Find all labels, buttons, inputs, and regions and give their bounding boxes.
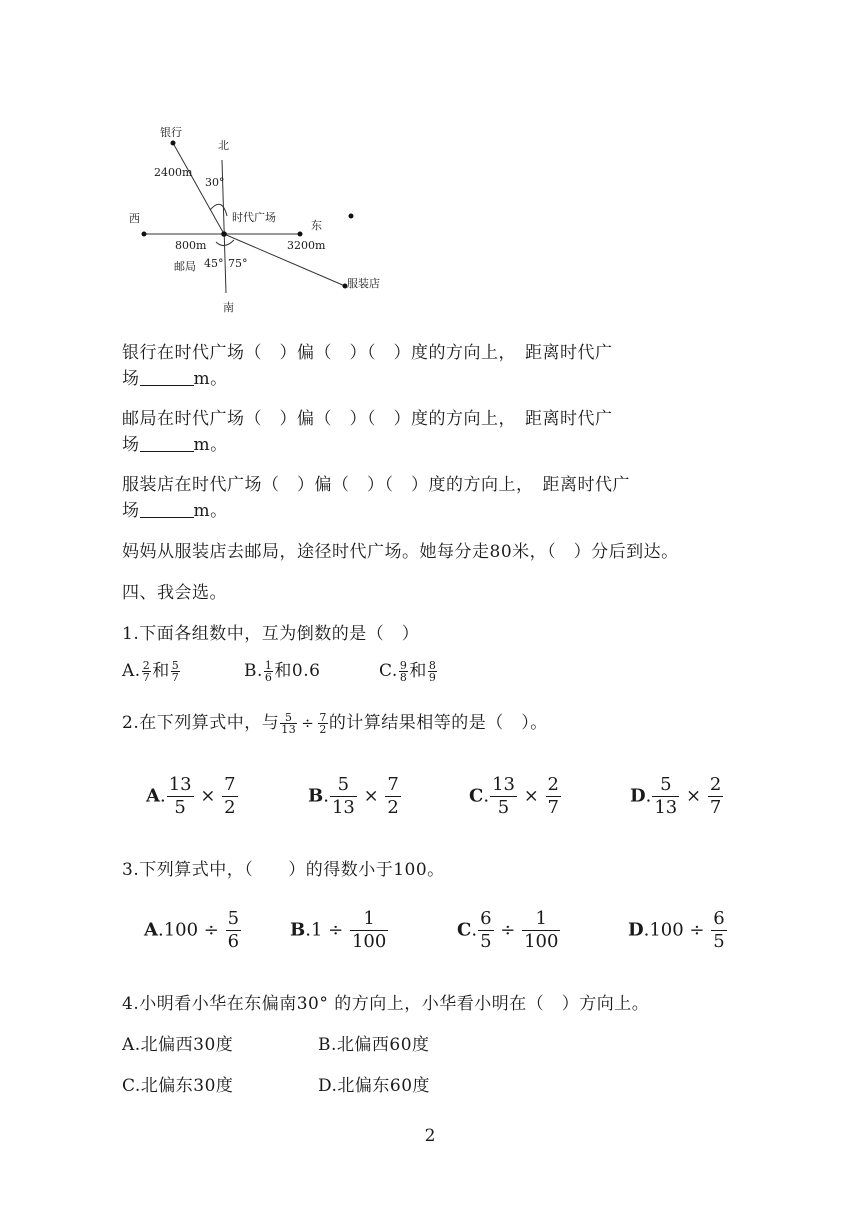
fraction: $\frac{7}{2}$ — [319, 711, 327, 736]
question-post-cont: 场 — [122, 435, 140, 455]
operator: × — [363, 785, 379, 807]
fraction: $\frac{9}{8}$ — [399, 659, 408, 684]
section-title: 四、我会选。 — [122, 583, 227, 603]
q4-option-c[interactable]: C.北偏东30度 — [122, 1076, 234, 1096]
operator: ÷ — [301, 714, 315, 732]
question-post-unit: m。 — [193, 435, 228, 455]
q2-options — [0, 776, 860, 826]
question-bank-unit: m。 — [193, 369, 228, 389]
fraction: $\frac{13}{5}$ — [492, 774, 515, 818]
fraction: $\frac{13}{5}$ — [168, 774, 192, 818]
q3-option-d[interactable]: D.100 ÷ $\frac{6}{5}$ — [628, 908, 725, 952]
question-bank-line2 — [122, 364, 228, 389]
q3-option-b[interactable]: B.1 ÷ $\frac{1}{100}$ — [290, 908, 387, 952]
q1-stem: 1.下面各组数中，互为倒数的是（ ） — [122, 624, 420, 644]
option-text: 和 — [409, 661, 427, 681]
q2-option-c[interactable]: C. $\frac{13}{5}$ × $\frac{2}{7}$ — [469, 774, 559, 818]
q1-option-a[interactable] — [122, 656, 181, 683]
west-label: 西 — [129, 212, 140, 225]
post-label: 邮局 — [174, 260, 196, 273]
option-label: A — [146, 785, 160, 807]
q2-option-a[interactable]: A. $\frac{13}{5}$ × $\frac{7}{2}$ — [146, 774, 236, 818]
q1-option-b[interactable] — [244, 656, 320, 683]
q2-option-b[interactable]: B. $\frac{5}{13}$ × $\frac{7}{2}$ — [308, 774, 399, 818]
q3-options — [0, 910, 860, 960]
fraction: $\frac{7}{2}$ — [224, 774, 236, 818]
q3-stem: 3.下列算式中，（ ）的得数小于100。 — [122, 860, 445, 880]
bank-point — [171, 141, 176, 146]
fraction: $\frac{5}{13}$ — [281, 711, 297, 736]
operator: × — [200, 785, 216, 807]
clothing-label: 服装店 — [347, 277, 380, 290]
fraction: $\frac{5}{13}$ — [331, 774, 355, 818]
west-point — [142, 232, 147, 237]
fraction: $\frac{7}{2}$ — [387, 774, 399, 818]
fraction: $\frac{2}{7}$ — [709, 774, 722, 818]
q2-stem-post: 的计算结果相等的是（ ）。 — [328, 713, 548, 733]
operator: × — [523, 785, 539, 807]
dist-post-label: 800m — [175, 239, 207, 252]
answer-blank[interactable] — [140, 369, 194, 386]
q4-stem: 4.小明看小华在东偏南30° 的方向上，小华看小明在（ ）方向上。 — [122, 994, 650, 1014]
question-clothing-line2 — [122, 496, 228, 521]
fraction: $\frac{5}{7}$ — [171, 659, 180, 684]
fraction: $\frac{8}{9}$ — [428, 659, 437, 684]
center-label: 时代广场 — [232, 211, 276, 224]
option-text: 和0.6 — [274, 661, 321, 681]
fraction: $\frac{6}{5}$ — [480, 908, 492, 952]
east-label: 东 — [311, 219, 322, 232]
option-label: B. — [244, 661, 263, 681]
question-bank-cont: 场 — [122, 369, 140, 389]
q4-option-d[interactable]: D.北偏东60度 — [318, 1076, 431, 1096]
fraction: $\frac{1}{6}$ — [264, 659, 273, 684]
option-label: D — [630, 785, 646, 807]
option-label: A. — [122, 661, 141, 681]
question-clothing-unit: m。 — [193, 501, 228, 521]
option-label: A — [144, 919, 158, 941]
q3-option-c[interactable]: C. $\frac{6}{5}$ ÷ $\frac{1}{100}$ — [457, 908, 559, 952]
question-clothing-line1: 服装店在时代广场（ ）偏（ ）（ ）度的方向上， 距离时代广 — [122, 475, 630, 495]
question-clothing-cont: 场 — [122, 501, 140, 521]
fraction: $\frac{5}{13}$ — [654, 774, 678, 818]
question-bank-line1: 银行在时代广场（ ）偏（ ）（ ）度的方向上， 距离时代广 — [122, 343, 613, 363]
fraction: $\frac{5}{6}$ — [227, 908, 240, 952]
question-walk: 妈妈从服装店去邮局，途径时代广场。她每分走80米，（ ）分后到达。 — [122, 542, 679, 562]
fraction: $\frac{2}{7}$ — [142, 659, 151, 684]
q1-option-c[interactable] — [379, 656, 438, 683]
operator: × — [685, 785, 702, 807]
option-text: 1 ÷ — [310, 919, 344, 941]
option-text: 100 ÷ — [163, 919, 219, 941]
option-text: 和 — [152, 661, 170, 681]
center-point — [221, 231, 227, 237]
q4-option-a[interactable]: A.北偏西30度 — [122, 1035, 234, 1055]
answer-blank[interactable] — [140, 435, 194, 452]
east-point — [298, 232, 303, 237]
direction-diagram — [118, 118, 418, 328]
fraction: $\frac{1}{100}$ — [351, 908, 387, 952]
option-text: 100 ÷ — [649, 919, 705, 941]
angle-post-label: 45° — [204, 257, 224, 270]
question-post-line1: 邮局在时代广场（ ）偏（ ）（ ）度的方向上， 距离时代广 — [122, 409, 613, 429]
bank-label: 银行 — [160, 126, 182, 139]
fraction: $\frac{1}{100}$ — [524, 908, 559, 952]
option-label: B — [308, 785, 324, 807]
q2-option-d[interactable]: D. $\frac{5}{13}$ × $\frac{2}{7}$ — [630, 774, 722, 818]
option-label: C — [469, 785, 484, 807]
north-label: 北 — [218, 139, 229, 152]
question-post-line2 — [122, 430, 228, 455]
south-label: 南 — [223, 301, 234, 314]
fraction: $\frac{2}{7}$ — [547, 774, 559, 818]
angle-bank-label: 30° — [205, 176, 225, 189]
operator: ÷ — [500, 919, 516, 941]
q4-option-b[interactable]: B.北偏西60度 — [318, 1035, 430, 1055]
dist-clothing-label: 3200m — [287, 239, 326, 252]
option-label: C. — [379, 661, 398, 681]
q2-stem — [122, 708, 548, 735]
answer-blank[interactable] — [140, 501, 194, 518]
option-label: C — [457, 919, 472, 941]
page-number: 2 — [424, 1126, 436, 1146]
option-label: D — [628, 919, 644, 941]
angle-clothing-label: 75° — [228, 257, 248, 270]
q3-option-a[interactable]: A.100 ÷ $\frac{5}{6}$ — [144, 908, 240, 952]
fraction: $\frac{6}{5}$ — [713, 908, 725, 952]
q2-stem-pre: 2.在下列算式中，与 — [122, 713, 280, 733]
dist-bank-label: 2400m — [154, 166, 193, 179]
option-label: B — [290, 919, 306, 941]
stray-point — [349, 214, 354, 219]
